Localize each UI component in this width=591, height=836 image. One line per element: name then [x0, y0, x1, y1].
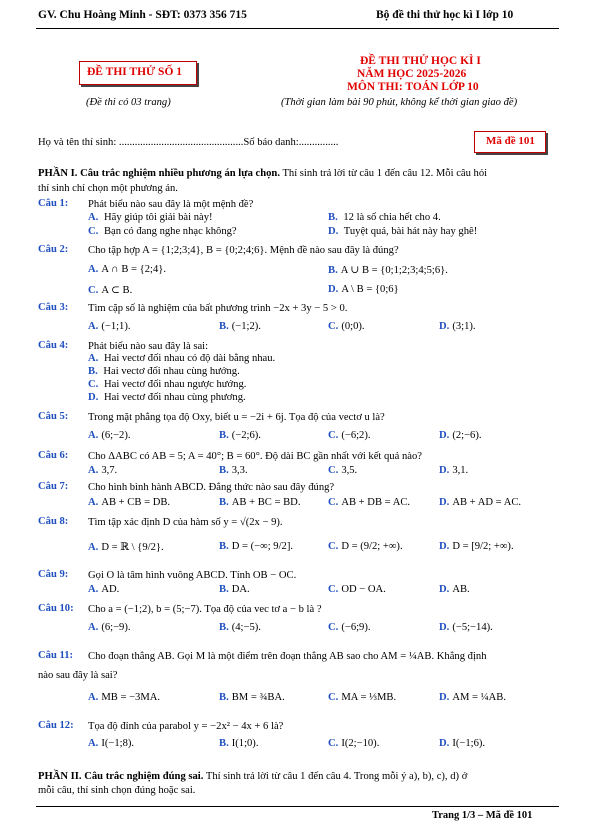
q3-letter-a: A.	[88, 321, 99, 332]
q10-label: Câu 10:	[38, 603, 74, 614]
q10-text: Cho a = (−1;2), b = (5;−7). Tọa độ của vec tơ a − b là ?	[88, 604, 322, 615]
q11-value-b: BM = ¾BA.	[231, 692, 285, 703]
q10-letter-c: C.	[328, 622, 339, 633]
header-collection: Bộ đề thi thử học kì I lớp 10	[376, 9, 514, 21]
q6-value-a: 3,7.	[101, 465, 118, 476]
q8-text: Tìm tập xác định D của hàm số y = √(2x − 9).	[88, 517, 283, 528]
q7-value-b: AB + BC = BD.	[231, 497, 301, 508]
q5-letter-c: C.	[328, 430, 339, 441]
q2-label: Câu 2:	[38, 244, 69, 255]
q1-option-d[interactable]: D. Tuyệt quá, bài hát này hay ghê!	[328, 226, 478, 237]
q10-letter-d: D.	[439, 622, 450, 633]
q9-value-c: OD − OA.	[341, 584, 386, 595]
q11-letter-a: A.	[88, 692, 99, 703]
q6-value-d: 3,1.	[452, 465, 469, 476]
q6-letter-a: A.	[88, 465, 99, 476]
q9-option-d[interactable]	[439, 584, 470, 595]
q7-label: Câu 7:	[38, 481, 69, 492]
q10-letter-b: B.	[219, 622, 229, 633]
q12-value-d: I(−1;6).	[452, 738, 486, 749]
q5-label: Câu 5:	[38, 411, 69, 422]
q7-option-b[interactable]	[219, 497, 300, 508]
q7-option-d[interactable]	[439, 497, 521, 508]
q7-letter-d: D.	[439, 497, 450, 508]
part1-desc2: thí sinh chỉ chọn một phương án.	[38, 183, 178, 194]
q5-option-d[interactable]	[439, 430, 482, 441]
q11-letter-d: D.	[439, 692, 450, 703]
q3-letter-d: D.	[439, 321, 450, 332]
q12-option-d[interactable]	[439, 738, 485, 749]
q3-option-c[interactable]	[328, 321, 365, 332]
q7-value-d: AB + AD = AC.	[452, 497, 522, 508]
q9-text: Gọi O là tâm hình vuông ABCD. Tính OB − OC.	[88, 570, 297, 581]
q6-value-b: 3,3.	[231, 465, 248, 476]
q11-option-a[interactable]	[88, 692, 160, 703]
q2-value-a: A ∩ B = {2;4}.	[101, 264, 167, 275]
q2-letter-a: A.	[88, 264, 99, 275]
q2-letter-c: C.	[88, 285, 99, 296]
q4-option-c[interactable]: C. Hai vectơ đối nhau ngược hướng.	[88, 379, 247, 390]
q8-option-b[interactable]	[219, 541, 293, 552]
q4-option-b[interactable]: B. Hai vectơ đối nhau cùng hướng.	[88, 366, 240, 377]
q9-option-b[interactable]	[219, 584, 250, 595]
q3-letter-c: C.	[328, 321, 339, 332]
option-letter: A.	[88, 353, 99, 364]
q6-letter-b: B.	[219, 465, 229, 476]
title-line2: NĂM HỌC 2025-2026	[357, 68, 467, 80]
pages-note: (Đề thi có 03 trang)	[86, 97, 171, 108]
q8-letter-c: C.	[328, 541, 339, 552]
part2-title: PHẦN II. Câu trắc nghiệm đúng sai.	[38, 771, 204, 782]
q11-label: Câu 11:	[38, 650, 74, 661]
q2-option-a[interactable]	[88, 264, 166, 275]
q6-text: Cho ΔABC có AB = 5; A = 40°; B = 60°. Độ dài BC gần nhất với kết quả nào?	[88, 451, 422, 462]
student-info-line: Họ và tên thí sinh: ...............................................Số báo danh:...............	[38, 137, 339, 148]
title-line3: MÔN THI: TOÁN LỚP 10	[347, 81, 479, 93]
q3-value-c: (0;0).	[341, 321, 365, 332]
q3-label: Câu 3:	[38, 302, 69, 313]
q12-label: Câu 12:	[38, 720, 74, 731]
title-line1: ĐỀ THI THỬ HỌC KÌ I	[360, 55, 481, 67]
q10-option-a[interactable]	[88, 622, 131, 633]
q12-option-c[interactable]	[328, 738, 379, 749]
q8-option-c[interactable]	[328, 541, 403, 552]
code-label: Mã đề 101	[486, 135, 535, 147]
footer-page: Trang 1/3 – Mã đề 101	[432, 810, 533, 821]
q8-letter-b: B.	[219, 541, 229, 552]
q12-value-c: I(2;−10).	[341, 738, 380, 749]
q5-value-b: (−2;6).	[231, 430, 261, 441]
q6-option-c[interactable]	[328, 465, 357, 476]
q8-label: Câu 8:	[38, 516, 69, 527]
q11-text: Cho đoạn thẳng AB. Gọi M là một điểm trên đoạn thẳng AB sao cho AM = ¼AB. Khẳng định	[88, 651, 487, 662]
option-letter: C.	[88, 379, 99, 390]
option-letter: C.	[88, 226, 99, 237]
q11-value-d: AM = ¼AB.	[452, 692, 506, 703]
header-divider	[36, 28, 559, 29]
q9-value-d: AB.	[452, 584, 470, 595]
q2-option-d[interactable]	[328, 284, 399, 295]
option-letter: D.	[328, 226, 339, 237]
q6-option-b[interactable]	[219, 465, 248, 476]
q11-option-d[interactable]	[439, 692, 506, 703]
q9-value-b: DA.	[231, 584, 250, 595]
q3-text: Tìm cặp số là nghiệm của bất phương trình −2x + 3y − 5 > 0.	[88, 303, 348, 314]
q7-value-c: AB + DB = AC.	[341, 497, 411, 508]
q5-text: Trong mặt phẳng tọa độ Oxy, biết u = −2i + 6j. Tọa độ của vectơ u là?	[88, 412, 385, 423]
q2-option-c[interactable]	[88, 284, 132, 296]
q7-letter-b: B.	[219, 497, 229, 508]
q5-letter-d: D.	[439, 430, 450, 441]
q11-letter-c: C.	[328, 692, 339, 703]
q5-value-d: (2;−6).	[452, 430, 482, 441]
q12-value-a: I(−1;8).	[101, 738, 135, 749]
q4-option-a[interactable]: A. Hai vectơ đối nhau có độ dài bằng nhau.	[88, 353, 276, 364]
q5-letter-b: B.	[219, 430, 229, 441]
option-letter: A.	[88, 212, 99, 223]
q9-letter-a: A.	[88, 584, 99, 595]
q2-value-b: A ∪ B = {0;1;2;3;4;5;6}.	[340, 265, 448, 276]
q11-value-c: MA = ⅓MB.	[341, 692, 397, 703]
q5-option-b[interactable]	[219, 430, 261, 441]
q2-value-c: A ⊂ B.	[101, 285, 133, 296]
q8-value-b: D = (−∞; 9/2].	[231, 541, 294, 552]
q6-option-a[interactable]	[88, 465, 117, 476]
part2-heading	[38, 770, 467, 783]
q3-value-d: (3;1).	[452, 321, 476, 332]
q5-value-c: (−6;2).	[341, 430, 371, 441]
option-letter: B.	[88, 366, 98, 377]
q8-value-d: D = [9/2; +∞).	[452, 541, 514, 552]
q3-letter-b: B.	[219, 321, 229, 332]
q8-letter-d: D.	[439, 541, 450, 552]
q2-value-d: A \ B = {0;6}	[341, 284, 399, 295]
q6-label: Câu 6:	[38, 450, 69, 461]
q10-letter-a: A.	[88, 622, 99, 633]
q12-value-b: I(1;0).	[231, 738, 259, 749]
exam-number-label: ĐỀ THI THỬ SỐ 1	[87, 66, 183, 78]
q10-option-c[interactable]	[328, 622, 371, 633]
q5-value-a: (6;−2).	[101, 430, 131, 441]
q10-value-d: (−5;−14).	[452, 622, 493, 633]
part1-desc1: Thí sinh trả lời từ câu 1 đến câu 12. Mỗi câu hỏi	[279, 168, 488, 179]
q2-text: Cho tập hợp A = {1;2;3;4}, B = {0;2;4;6}. Mệnh đề nào sau đây là đúng?	[88, 245, 399, 256]
q9-label: Câu 9:	[38, 569, 69, 580]
q9-value-a: AD.	[101, 584, 120, 595]
q8-letter-a: A.	[88, 542, 99, 553]
footer-divider	[36, 806, 559, 807]
q11-option-c[interactable]	[328, 692, 396, 703]
q9-letter-c: C.	[328, 584, 339, 595]
q10-value-c: (−6;9).	[341, 622, 371, 633]
q4-option-d[interactable]: D. Hai vectơ đối nhau cùng phương.	[88, 392, 246, 403]
q6-letter-d: D.	[439, 465, 450, 476]
q11-value-a: MB = −3MA.	[101, 692, 161, 703]
q7-text: Cho hình bình hành ABCD. Đẳng thức nào sau đây đúng?	[88, 482, 335, 493]
q5-option-c[interactable]	[328, 430, 371, 441]
part2-desc2: mỗi câu, thí sinh chọn đúng hoặc sai.	[38, 785, 196, 796]
q5-letter-a: A.	[88, 430, 99, 441]
header-teacher: GV. Chu Hoàng Minh - SĐT: 0373 356 715	[38, 9, 247, 21]
option-letter: D.	[88, 392, 99, 403]
part2-desc1: Thí sinh trả lời từ câu 1 đến câu 4. Trong mỗi ý a), b), c), d) ở	[203, 771, 468, 782]
q7-option-a[interactable]	[88, 497, 170, 508]
q4-label: Câu 4:	[38, 340, 69, 351]
q12-option-a[interactable]	[88, 738, 134, 749]
q7-option-c[interactable]	[328, 497, 410, 508]
q10-option-d[interactable]	[439, 622, 493, 633]
q1-option-b[interactable]: B. 12 là số chia hết cho 4.	[328, 212, 441, 223]
q7-letter-a: A.	[88, 497, 99, 508]
q3-option-a[interactable]	[88, 321, 131, 332]
q1-text: Phát biểu nào sau đây là một mệnh đề?	[88, 199, 254, 210]
q6-option-d[interactable]	[439, 465, 468, 476]
q12-letter-b: B.	[219, 738, 229, 749]
q3-value-b: (−1;2).	[231, 321, 261, 332]
q3-value-a: (−1;1).	[101, 321, 131, 332]
q3-option-d[interactable]	[439, 321, 476, 332]
q2-letter-d: D.	[328, 284, 339, 295]
option-letter: B.	[328, 212, 338, 223]
q6-value-c: 3,5.	[341, 465, 358, 476]
q1-option-c[interactable]: C. Bạn có đang nghe nhạc không?	[88, 226, 237, 237]
q3-option-b[interactable]	[219, 321, 261, 332]
q1-label: Câu 1:	[38, 198, 69, 209]
q10-option-b[interactable]	[219, 622, 261, 633]
q11-option-b[interactable]	[219, 692, 285, 703]
q9-option-c[interactable]	[328, 584, 386, 595]
q4-text: Phát biểu nào sau đây là sai:	[88, 341, 209, 352]
q10-value-a: (6;−9).	[101, 622, 131, 633]
q9-letter-b: B.	[219, 584, 229, 595]
q11-letter-b: B.	[219, 692, 229, 703]
q11-text-cont: nào sau đây là sai?	[38, 670, 118, 681]
q12-letter-c: C.	[328, 738, 339, 749]
time-note: (Thời gian làm bài 90 phút, không kể thời gian giao đề)	[281, 97, 518, 108]
q8-option-d[interactable]	[439, 541, 514, 552]
q12-text: Tọa độ đỉnh của parabol y = −2x² − 4x + 6 là?	[88, 721, 284, 732]
q1-option-a[interactable]: A. Hãy giúp tôi giải bài này!	[88, 212, 213, 223]
q2-option-b[interactable]	[328, 264, 448, 276]
q8-option-a[interactable]	[88, 541, 164, 553]
part1-heading	[38, 167, 487, 180]
q12-letter-d: D.	[439, 738, 450, 749]
q5-option-a[interactable]	[88, 430, 131, 441]
q12-option-b[interactable]	[219, 738, 259, 749]
q2-letter-b: B.	[328, 265, 338, 276]
q10-value-b: (4;−5).	[231, 622, 261, 633]
q9-letter-d: D.	[439, 584, 450, 595]
q12-letter-a: A.	[88, 738, 99, 749]
q7-value-a: AB + CB = DB.	[101, 497, 171, 508]
part1-title: PHẦN I. Câu trắc nghiệm nhiều phương án lựa chọn.	[38, 168, 280, 179]
q9-option-a[interactable]	[88, 584, 119, 595]
q6-letter-c: C.	[328, 465, 339, 476]
q8-value-c: D = (9/2; +∞).	[341, 541, 403, 552]
q7-letter-c: C.	[328, 497, 339, 508]
q8-value-a: D = ℝ \ {9/2}.	[101, 542, 164, 553]
